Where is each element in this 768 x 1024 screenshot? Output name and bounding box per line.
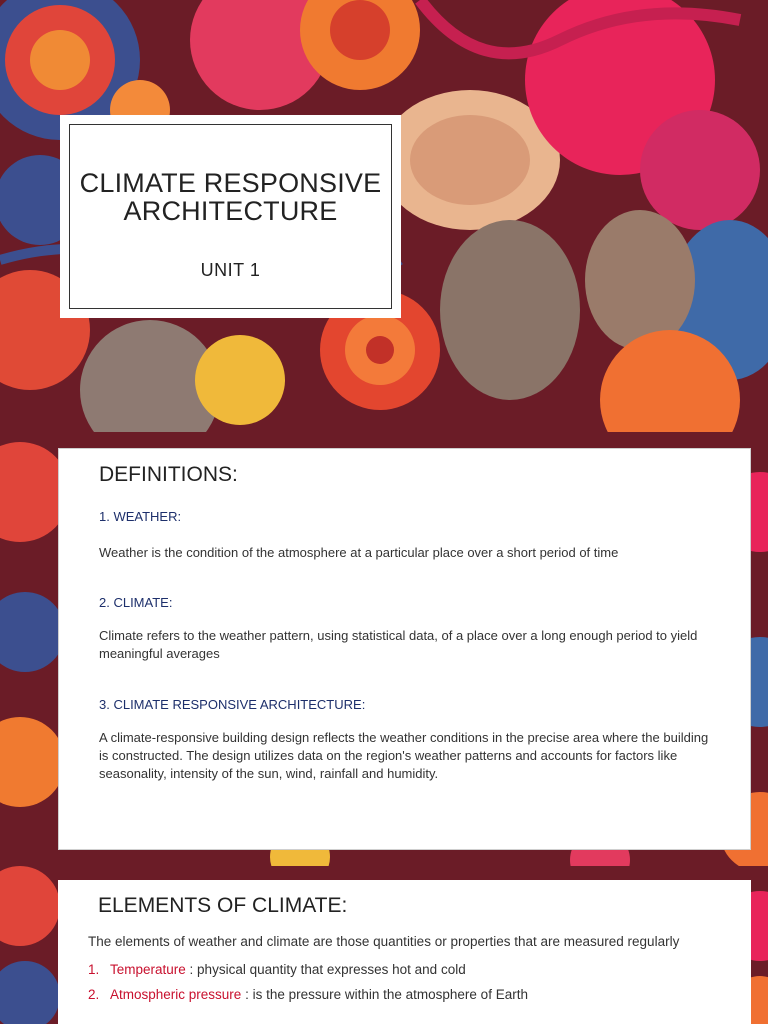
elements-card: [58, 880, 751, 1024]
title-slide: [0, 0, 768, 432]
definition-text-climate-responsive-architecture: A climate-responsive building design reflects the weather conditions in the precise area where the building is constructed. The design utilizes data on the region's weather patterns and accounts for factors like seasonality, intensity of the sun, wind, rainfall and humidity.: [99, 730, 709, 781]
title-card: [60, 115, 401, 318]
definition-lead-climate: Climate: [99, 628, 144, 643]
presentation-subtitle: UNIT 1: [200, 260, 261, 280]
elements-heading: ELEMENTS OF CLIMATE:: [98, 894, 348, 917]
list-number: 2.: [88, 987, 100, 1002]
definition-rest-weather: is the condition of the atmosphere at a particular place over a short period of time: [147, 545, 619, 560]
definition-text-climate: [99, 627, 710, 663]
definition-term-weather: 1. WEATHER:: [99, 509, 182, 524]
element-name-temperature: Temperature: [110, 962, 186, 977]
definitions-heading: DEFINITIONS:: [99, 463, 238, 486]
list-item: [88, 987, 721, 1002]
definition-term-climate-responsive-architecture: 3. CLIMATE RESPONSIVE ARCHITECTURE:: [99, 697, 366, 712]
list-number: 1.: [88, 962, 100, 977]
definition-term-climate: 2. CLIMATE:: [99, 595, 173, 610]
list-item: [88, 962, 721, 977]
title-card-frame: [69, 124, 392, 309]
definition-lead-weather: Weather: [99, 545, 148, 560]
element-name-atmospheric-pressure: Atmospheric pressure: [110, 987, 242, 1002]
elements-slide: [0, 866, 768, 1024]
definitions-card: [58, 448, 751, 850]
element-description: : physical quantity that expresses hot and cold: [185, 962, 466, 977]
element-description: : is the pressure within the atmosphere of Earth: [241, 987, 528, 1002]
elements-list: [88, 962, 721, 1002]
definition-text-weather: [99, 544, 710, 562]
definition-rest-climate: refers to the weather pattern, using statistical data, of a place over a long enough period to yield meaningful averages: [99, 628, 698, 661]
elements-intro: The elements of weather and climate are those quantities or properties that are measured regularly: [88, 934, 680, 949]
presentation-title: CLIMATE RESPONSIVE ARCHITECTURE: [79, 168, 382, 226]
definitions-slide: [0, 432, 768, 866]
